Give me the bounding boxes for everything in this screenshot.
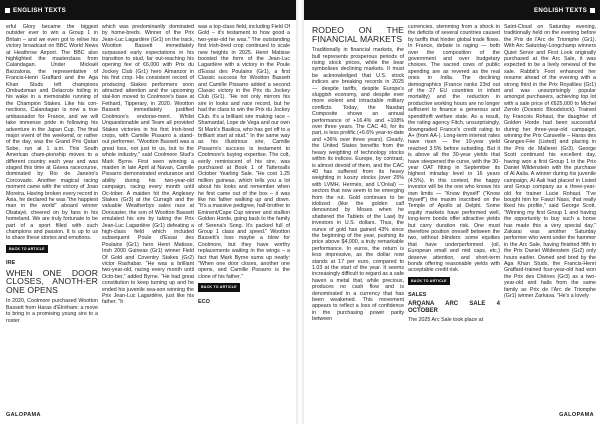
section-label: ECO xyxy=(198,298,210,305)
left-column-1 xyxy=(6,24,98,326)
section-label: SALES xyxy=(408,292,427,299)
left-column-2 xyxy=(102,24,194,308)
left-page-header xyxy=(0,0,296,20)
right-column-2 xyxy=(408,24,500,325)
back-to-article-button[interactable]: BACK TO ARTICLE xyxy=(408,277,450,285)
right-page-header xyxy=(304,0,600,20)
right-column-1 xyxy=(312,24,404,325)
header-square-icon xyxy=(5,8,10,13)
right-page xyxy=(304,0,600,424)
right-column-3 xyxy=(504,24,596,301)
section-label: IRE xyxy=(6,260,16,267)
left-column-3 xyxy=(198,24,290,307)
article-text: In 2020, Coolmore purchased Wootton Bassett from Haras d'Étréham: a move to bring in a promising young sire to a roster xyxy=(6,298,98,324)
article-text: The 2025 Arc Sale took place at xyxy=(408,316,484,323)
left-header-title: ENGLISH TEXTS xyxy=(13,6,67,14)
article-text: Saint-Cloud on Saturday evening, traditionally held on the evening before the Prix de l'Arc de Triomphe (Gr1). With Arc Saturday-Longchamp winners Quiet Senor and First Look originally purchased at the Arc Sale, it was expected to be a lively renewal of the sale. Rabbit's Foot enhanced her resume ahead of the evening with a strong third in the Prix Royallieu (Gr1) and was unsurprisingly popular amongst purchasers, achieving top lot with a sale price of €625,000 to Michel Zerolo (Oceanic Bloodstock). Trained by Francois Rohaut, the daughter of Golden Horde had been successful during her three-year-old campaign, winning the Prix Caravelle – Haras des Granges-Fée (Listed) and placing in the Prix de Malleret (Gr3). George Scott continued his excellent day, having won a first Group 1 in the Prix Daniel Wildenstein with the purchase of Al Aalia. A winner during his juvenile campaign, Al Aali had placed in Listed and Group company as a three-year-old for trainer Lucie Rohaut. "I've bought him for Fawzi Nass, that really liked his profile," said George Scott. "Winning my first Group 1 and having the opportunity to buy such a horse has made this a very special day." Zakarai was another Saturday performer who went under the hammer in the Arc Sale, having finished fifth in the Prix Daniel Wildenstein (Gr2) only hours earlier. Owned and bred by the Aga Khan Studs, the Francis-Henri Graffard-trained four-year-old had won the Prix des Chênes (Gr3) as a two-year-old and hails from the same family as Prix de l'Arc de Triomphe (Gr1) winner Zarkava. "He's a lovely xyxy=(504,24,596,300)
left-footer-logo: GALOPAMA xyxy=(6,412,41,418)
article-text: Traditionally in financial markets, the bull represents prosperous periods of rising stock prices, while the bear symbolises declining markets. It must be acknowledged that U.S. stock indices are breaking records in 2025 — despite tariffs, despite Europe's sluggish economy, and despite ever more violent and intractable military conflicts. Today, the Nasdaq Composite shows an annual performance of +16.4% and +108% over three years. The CAC 40, for its part, is less prolific (+6.6% year-to-date and +36% over three years). Clearly, the United States benefits from the heavy weighting of technology stocks within its indices. Europe, by contrast, is almost devoid of them, and the CAC 40 has suffered from its heavy weighting in luxury stocks (over 25% with LVMH, Hermès, and L'Oréal) — sectors that now seem to be emerging from the rut. Gold continues to be idolized (like the golden calf denounced by Moses when he shattered the Tablets of the Law) by investors in U.S. dollars. Thus, the ounce of gold has gained 43% since the beginning of the year, pushing its price above $4,000, a truly remarkable performance. In euros, the return is less impressive, as the dollar now stands at 17 per euro, compared to 1.03 at the start of the year. It seems increasingly difficult to regard as a safe haven a metal that, while precious, produces no cash flow and is denominated in a currency that has been weakened. This movement appears to reflect a loss of confidence in the purchasing power parity between xyxy=(312,47,404,323)
article-subheading: ARQANA ARC SALE 4 OCTOBER xyxy=(408,300,500,314)
header-square-icon xyxy=(590,8,595,13)
article-text: was a top-class field, including Field Of Gold – it's testament to how good a two-year-old he was." The outstanding first Irish-bred crop continued to scale new heights in 2025. Henri Matisse boosted the form of the Jean-Luc Lagardère with a victory in the Poule d'Essai des Poulains (Gr1), a first Classic success for Wootton Bassett and Camille Pissarro added a second Classic victory in the Prix du Jockey Club (Gr1). "He not only mirrors his sire in looks and race record, but he had the class to win the Prix du Jockey Club. It's a brilliant sire making race – Shamardal, Lope de Vega and our own St Mark's Basilica, who has got off to a brilliant start at stud." In the same way as his illustrious sire, Camille Pissarro's success is testament to Coolmore's buying expertise. The colt, eerily reminiscent of his sire, was purchased at Book 1 of Tattersalls October Yearling Sale. "He cost 1.25 million guineas, which tells you a lot about his looks and remember when he first came out of the box – it was like his father walking up and down. "It's a massive pedigree, half-brother to Eminent/Cape Cup winner and stallion Golden Horde, going back to the family of Serena's Song. It's packed full of Group 1 class and speed." Wootton Bassett's loss maybe a blow for Coolmore, but they have worthy replacements waiting in the wings – a fact that Mark Byrne sums up neatly: "When one door closes, another one opens, and Camille Pissarro is the clone of his father." xyxy=(198,24,290,280)
article-text: which was predominantly dominated by home-breds. Winner of the Prix Jean-Luc Lagardère (Gr1) on the track, Wootton Bassett immediately surpassed early expectations in his transition to stud, far out-reaching his opening fee of €6,000 with Prix du Jockey Club (Gr1) hero Almanzor in his first crop. His consistent record of producing Stakes performers soon attracted attention and the upcoming stal-lion moved to Coolmore's base at Fethard, Tipperary, in 2020. Wootton Bassett immediately justified Coolmore's endorse-ment. Whilst Unquestionable and Team all provided Stakes victories in his first Irish-bred crops, with Camille Pissarro a stand-out performer. "Wootton Bassett was a great loss, not just to us, but to the whole industry," said Coolmore Stud's Mark Byrne. First seen winning a maiden in late April at Navan, Camille Pissarro demonstrated endurance and ability during his two-year-old campaign, racing every month until Oc-tober. A maiden hit the Anglesey Stakes (Gr3) at the Curragh and the valuable Weatherbys sales race at Doncaster, the son of Wootton Bassett emulated his sire by taking the Prix Jean-Luc Lagardère (Gr1) defeating a high-class field which included subsequent Poule d'Essai des Poulains (Gr1) hero Henri Matisse, Irish 2000 Guineas (Gr1) winner Field Of Gold and Coventry Stakes (Gr2) victor Rashabar. "He was a brilliant two-year-old, racing every month until Octo-ber," added Byrne. "He had great constitution to keep turning up and he ended his juvenile sea-son winning the Prix Jean-Luc Lagardère, just like his father. "It xyxy=(102,24,194,306)
right-header-title: ENGLISH TEXTS xyxy=(533,6,587,14)
back-to-article-button[interactable]: BACK TO ARTICLE xyxy=(6,245,48,253)
right-footer-logo: GALOPAMA xyxy=(559,412,594,418)
article-text: erful Glory became the biggest outsider ever to win a Group 1 in Britain – and we even got to relive his victory broadcast on BBC World News at Heathrow Airport. The BBC also highlighted the masterclass from Calandagan. Under Mickaël Barzalona, the representative of Francis-Henri Graffard and the Aga Khan Studs left champions Ombudsman and Delacroix toiling in his wake in a memorable running of the Champion Stakes. Like his con-nections, Calandagan is now a true ambassador for France, and we will take immense pride in following his adventure in the Japan Cup. The final major event of the weekend, or rather of the day, was the Grand Prix Qatari Sobe, run at 1 a.m. This South American cham-pionship moves to a different country each year and was staged this time at Gávea racecourse, dominated by Rio de Janeiro's Corcovado. Another magical racing moment came with the victory of Joao Moreira. Having broken every record in Asia, he declared he was "the happiest man in the world" aboard winner Obatayé, cheered on by fans in his homeland. We are truly fortunate to be part of a sport filled with such champions and passion. It is up to us to share these stories and emotions. xyxy=(6,24,98,242)
left-page xyxy=(0,0,296,424)
back-to-article-button[interactable]: BACK TO ARTICLE xyxy=(198,283,240,291)
article-headline: WHEN ONE DOOR CLOSES, ANOTH-ER ONE OPENS xyxy=(6,267,98,295)
article-headline: RODEO ON THE FINANCIAL MARKETS xyxy=(312,25,404,44)
article-text: currencies, stemming from a shock in the deficits of several countries caused by tariffs that hinder global trade flows. In France, debate is raging — both over the composition of the government and over budgetary choices. The sacred cows of public spending are as revered as the real ones in India. The declining demographics (France ranks 23rd out of the 27 EU countries in infant mortality) and the reduction in productive working hours are no longer sufficient to finance a generous and spendthrift welfare state. As a result, the rating agency Fitch, unsurprisingly, downgraded France's credit rating to A+ (from AA-). Long-term interest rates have risen — the 10-year yield reached 3.5% before subsiding. But it is above all the 30-year yields that have steepened the curve, with the 30-year OAT fitting in September its highest intraday level in 16 years (4.5%). In this context, the happy investor will be the one who knows his own limits — "Know thyself" ("Know thyself") the maxim inscribed on the Temple of Apollo at Delphi. Some equity markets have performed well, long-term bonds offer attractive yields but carry duration risk. One must therefore position oneself between the two, without blinders: some equities that have underperformed (oil, European small and mid caps, etc.) deserve attention, and short-term bonds offering reasonable yields with acceptable credit risk. xyxy=(408,24,500,274)
page-gutter xyxy=(296,0,304,424)
